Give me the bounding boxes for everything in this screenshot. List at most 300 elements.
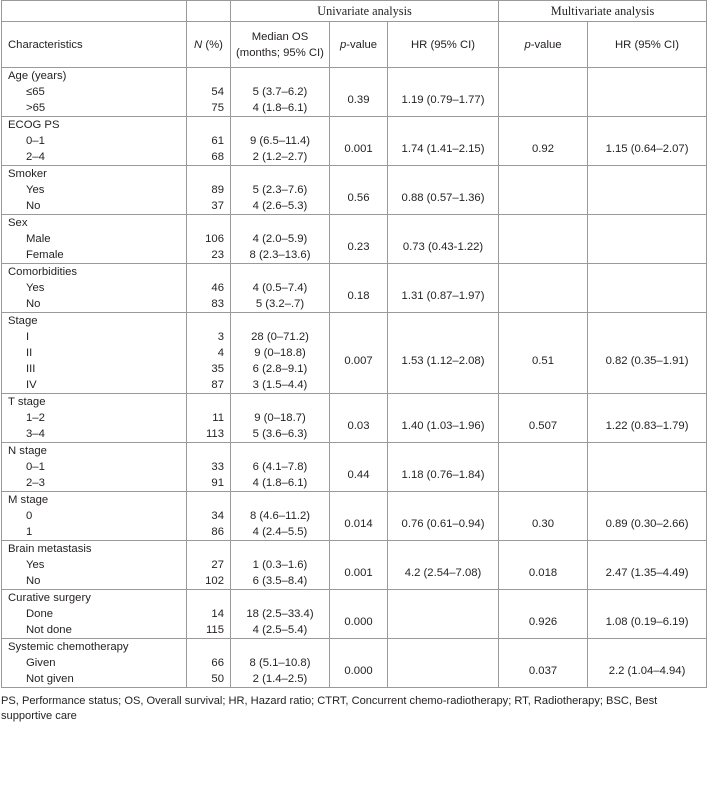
group-header-row [2, 1, 707, 22]
spacer-line [187, 215, 224, 231]
median-os-value: 4 (1.8–6.1) [252, 477, 308, 489]
pvalue-cell [330, 68, 388, 117]
spacer-line [187, 313, 224, 329]
n-value: 68 [211, 151, 224, 163]
n-value: 87 [211, 379, 224, 391]
mv-pvalue-cell [499, 313, 588, 394]
spacer-line [231, 117, 329, 133]
mv-pvalue-value [499, 467, 587, 483]
hr-value: 0.76 (0.61–0.94) [401, 518, 485, 530]
pvalue-value: 0.000 [344, 616, 373, 628]
median-os-value: 18 (2.5–33.4) [246, 608, 314, 620]
n-cell [187, 166, 231, 215]
characteristic-sub-label: II [26, 347, 33, 359]
mv-pvalue-value: 0.30 [532, 518, 555, 530]
pvalue-value: 0.001 [344, 143, 373, 155]
mv-pvalue-cell [499, 443, 588, 492]
spacer-line [588, 549, 706, 565]
spacer-line [330, 223, 387, 239]
spacer-line [330, 549, 387, 565]
characteristic-cell [2, 394, 187, 443]
characteristic-sub-label: III [26, 363, 36, 375]
spacer-line [231, 394, 329, 410]
mv-hr-value [588, 288, 706, 304]
characteristic-sub-label: Male [26, 233, 51, 245]
characteristic-title: Curative surgery [8, 592, 91, 604]
mv-hr-cell [588, 590, 707, 639]
hr-value: 1.18 (0.76–1.84) [401, 469, 485, 481]
spacer-line [588, 500, 706, 516]
pvalue-value: 0.014 [344, 518, 373, 530]
hr-cell [388, 394, 499, 443]
mv-pvalue-value: 0.018 [528, 567, 558, 579]
median-os-value: 3 (1.5–4.4) [252, 379, 308, 391]
median-os-value: 4 (1.8–6.1) [252, 102, 308, 114]
median-os-header [231, 22, 330, 68]
characteristic-sub-label: Female [26, 249, 64, 261]
n-header-italic: N [194, 38, 203, 51]
mv-hr-cell [588, 166, 707, 215]
median-os-cell [231, 394, 330, 443]
n-value: 61 [211, 135, 224, 147]
empty-header-cell [2, 1, 187, 22]
characteristic-cell [2, 264, 187, 313]
mv-hr-value [588, 467, 706, 483]
mv-pvalue-value: 0.037 [528, 665, 558, 677]
spacer-line [187, 541, 224, 557]
spacer-line [231, 541, 329, 557]
spacer-line [330, 337, 387, 353]
characteristic-sub-label: Yes [26, 184, 45, 196]
characteristic-title: Brain metastasis [8, 543, 92, 555]
spacer-line [187, 394, 224, 410]
characteristic-cell [2, 117, 187, 166]
median-os-cell [231, 639, 330, 688]
mv-pvalue-cell [499, 117, 588, 166]
empty-header-cell [187, 1, 231, 22]
spacer-line [187, 590, 224, 606]
characteristic-sub-label: 2–3 [26, 477, 45, 489]
mv-pvalue-value [499, 288, 587, 304]
spacer-line [330, 402, 387, 418]
n-value: 50 [211, 673, 224, 685]
spacer-line [330, 174, 387, 190]
pvalue-value: 0.56 [347, 192, 370, 204]
median-os-cell [231, 492, 330, 541]
spacer-line [231, 590, 329, 606]
mv-hr-cell [588, 443, 707, 492]
characteristic-title: Age (years) [8, 70, 67, 82]
hr-cell [388, 590, 499, 639]
spacer-line [330, 125, 387, 141]
n-cell [187, 639, 231, 688]
characteristic-sub-label: >65 [26, 102, 46, 114]
characteristic-sub-label: IV [26, 379, 37, 391]
characteristic-sub-label: 3–4 [26, 428, 45, 440]
spacer-line [388, 451, 498, 467]
mv-hr-cell [588, 264, 707, 313]
mv-hr-value: 0.89 (0.30–2.66) [605, 518, 689, 530]
hr-cell [388, 492, 499, 541]
mv-hr-value: 1.15 (0.64–2.07) [605, 143, 689, 155]
hr-value: 4.2 (2.54–7.08) [404, 567, 482, 579]
median-os-value: 5 (3.6–6.3) [252, 428, 308, 440]
median-os-value: 9 (6.5–11.4) [249, 135, 311, 147]
hr-cell [388, 264, 499, 313]
n-value: 27 [211, 559, 224, 571]
spacer-line [388, 125, 498, 141]
pvalue-cell [330, 264, 388, 313]
spacer-line [499, 174, 587, 190]
mv-hr-cell [588, 117, 707, 166]
median-os-cell [231, 443, 330, 492]
characteristics-header: Characteristics [2, 22, 187, 68]
n-value: 35 [211, 363, 224, 375]
spacer-line [388, 337, 498, 353]
n-value: 54 [211, 86, 224, 98]
n-value: 37 [211, 200, 224, 212]
mv-hr-cell [588, 492, 707, 541]
characteristic-sub-label: Not given [26, 673, 74, 685]
median-os-value: 4 (2.6–5.3) [252, 200, 308, 212]
median-os-value: 9 (0–18.7) [254, 412, 306, 424]
spacer-line [231, 313, 329, 329]
n-cell [187, 443, 231, 492]
characteristic-sub-label: I [26, 331, 30, 343]
n-cell [187, 590, 231, 639]
spacer-line [388, 272, 498, 288]
hr-cell [388, 68, 499, 117]
spacer-line [588, 174, 706, 190]
hr-value: 1.40 (1.03–1.96) [401, 420, 485, 432]
mv-hr-value: 1.08 (0.19–6.19) [605, 616, 689, 628]
spacer-line [388, 549, 498, 565]
pvalue-cell [330, 541, 388, 590]
median-os-value: 9 (0–18.8) [254, 347, 306, 359]
spacer-line [388, 598, 498, 614]
spacer-line [330, 76, 387, 92]
univariate-header: Univariate analysis [231, 1, 499, 22]
spacer-line [499, 76, 587, 92]
n-value: 86 [211, 526, 224, 538]
n-value: 33 [211, 461, 224, 473]
n-cell [187, 492, 231, 541]
characteristic-sub-label: ≤65 [26, 86, 45, 98]
n-value: 115 [205, 624, 224, 636]
spacer-line [330, 647, 387, 663]
characteristic-cell [2, 590, 187, 639]
spacer-line [499, 647, 587, 663]
n-cell [187, 215, 231, 264]
pvalue-cell [330, 215, 388, 264]
characteristic-sub-label: No [26, 200, 41, 212]
mv-hr-cell [588, 394, 707, 443]
n-value: 23 [211, 249, 224, 261]
characteristic-title: N stage [8, 445, 47, 457]
n-value: 75 [211, 102, 224, 114]
n-value: 3 [217, 331, 224, 343]
mv-hr-cell [588, 215, 707, 264]
characteristic-cell [2, 215, 187, 264]
characteristic-title: M stage [8, 494, 49, 506]
mv-pvalue-cell [499, 541, 588, 590]
pvalue-cell [330, 492, 388, 541]
characteristic-cell [2, 639, 187, 688]
n-cell [187, 117, 231, 166]
spacer-line [588, 125, 706, 141]
mv-pvalue-value: 0.92 [532, 143, 555, 155]
mv-pvalue-header-rest: -value [530, 38, 562, 51]
spacer-line [499, 451, 587, 467]
table-footnote: PS, Performance status; OS, Overall survival; HR, Hazard ratio; CTRT, Concurrent chemo-radiotherapy; RT, Radiotherapy; BSC, Best supportive care [1, 695, 658, 722]
mv-hr-header: HR (95% CI) [588, 22, 707, 68]
characteristic-sub-label: 1 [26, 526, 33, 538]
n-value: 11 [212, 412, 224, 424]
pvalue-cell [330, 443, 388, 492]
spacer-line [231, 166, 329, 182]
mv-hr-cell [588, 639, 707, 688]
spacer-line [388, 174, 498, 190]
hr-cell [388, 541, 499, 590]
table-row [2, 264, 707, 313]
table-row [2, 215, 707, 264]
table-row [2, 117, 707, 166]
characteristic-title: Smoker [8, 168, 47, 180]
n-cell [187, 264, 231, 313]
median-os-value: 4 (0.5–7.4) [252, 282, 308, 294]
median-os-value: 28 (0–71.2) [251, 331, 309, 343]
hr-cell [388, 443, 499, 492]
pvalue-header-rest: -value [346, 38, 378, 51]
characteristic-cell [2, 68, 187, 117]
mv-pvalue-value: 0.51 [532, 355, 555, 367]
hr-value [388, 614, 498, 630]
pvalue-value: 0.39 [347, 94, 370, 106]
characteristic-sub-label: No [26, 298, 41, 310]
characteristic-cell [2, 492, 187, 541]
n-value: 102 [205, 575, 224, 587]
characteristic-sub-label: Done [26, 608, 54, 620]
mv-pvalue-cell [499, 639, 588, 688]
hr-header: HR (95% CI) [388, 22, 499, 68]
hr-cell [388, 215, 499, 264]
spacer-line [231, 215, 329, 231]
n-value: 91 [211, 477, 224, 489]
characteristic-cell [2, 443, 187, 492]
median-os-value: 8 (2.3–13.6) [249, 249, 311, 261]
median-os-value: 5 (3.2–.7) [255, 298, 305, 310]
table-row [2, 639, 707, 688]
characteristic-title: Stage [8, 315, 38, 327]
median-os-value: 2 (1.4–2.5) [252, 673, 308, 685]
median-os-cell [231, 313, 330, 394]
spacer-line [388, 647, 498, 663]
characteristic-sub-label: Given [26, 657, 56, 669]
median-os-cell [231, 590, 330, 639]
mv-pvalue-cell [499, 215, 588, 264]
table-row [2, 313, 707, 394]
characteristic-sub-label: 1–2 [26, 412, 45, 424]
pvalue-value: 0.18 [347, 290, 370, 302]
table-row [2, 492, 707, 541]
n-header [187, 22, 231, 68]
hr-value [388, 663, 498, 679]
spacer-line [588, 451, 706, 467]
mv-pvalue-cell [499, 68, 588, 117]
characteristic-cell [2, 166, 187, 215]
characteristic-sub-label: No [26, 575, 41, 587]
spacer-line [588, 402, 706, 418]
median-os-value: 8 (5.1–10.8) [249, 657, 311, 669]
table-row [2, 394, 707, 443]
spacer-line [187, 68, 224, 84]
spacer-line [231, 639, 329, 655]
median-os-cell [231, 541, 330, 590]
characteristic-title: ECOG PS [8, 119, 60, 131]
pvalue-cell [330, 313, 388, 394]
pvalue-value: 0.000 [344, 665, 373, 677]
pvalue-value: 0.001 [344, 567, 373, 579]
mv-hr-value [588, 190, 706, 206]
n-value: 106 [205, 233, 224, 245]
table-row [2, 590, 707, 639]
characteristic-sub-label: 2–4 [26, 151, 45, 163]
hr-value: 1.53 (1.12–2.08) [401, 355, 485, 367]
spacer-line [588, 647, 706, 663]
pvalue-cell [330, 639, 388, 688]
median-os-value: 5 (2.3–7.6) [252, 184, 308, 196]
characteristic-sub-label: 0 [26, 510, 33, 522]
hr-value: 1.31 (0.87–1.97) [401, 290, 485, 302]
median-os-value: 6 (3.5–8.4) [252, 575, 308, 587]
spacer-line [499, 337, 587, 353]
mv-hr-value [588, 92, 706, 108]
n-value: 66 [211, 657, 224, 669]
spacer-line [330, 272, 387, 288]
hr-value: 0.88 (0.57–1.36) [401, 192, 485, 204]
spacer-line [499, 125, 587, 141]
spacer-line [187, 492, 224, 508]
spacer-line [388, 223, 498, 239]
pvalue-value: 0.44 [347, 469, 370, 481]
mv-hr-cell [588, 68, 707, 117]
spacer-line [231, 443, 329, 459]
median-os-value: 8 (4.6–11.2) [249, 510, 311, 522]
mv-hr-value: 1.22 (0.83–1.79) [605, 420, 689, 432]
spacer-line [588, 223, 706, 239]
median-os-value: 4 (2.4–5.5) [252, 526, 308, 538]
pvalue-cell [330, 166, 388, 215]
median-os-header-line1: Median OS [251, 30, 309, 43]
spacer-line [187, 443, 224, 459]
mv-pvalue-value [499, 190, 587, 206]
n-value: 89 [211, 184, 224, 196]
spacer-line [588, 598, 706, 614]
mv-hr-value: 2.2 (1.04–4.94) [608, 665, 686, 677]
n-value: 34 [211, 510, 224, 522]
column-header-row [2, 22, 707, 68]
median-os-value: 1 (0.3–1.6) [252, 559, 308, 571]
mv-pvalue-cell [499, 590, 588, 639]
mv-pvalue-header-italic: p [524, 38, 531, 51]
mv-pvalue-value: 0.507 [528, 420, 558, 432]
characteristic-sub-label: Yes [26, 559, 45, 571]
n-value: 4 [217, 347, 224, 359]
hr-cell [388, 117, 499, 166]
characteristic-cell [2, 313, 187, 394]
median-os-value: 6 (4.1–7.8) [252, 461, 308, 473]
median-os-cell [231, 166, 330, 215]
median-os-value: 6 (2.8–9.1) [252, 363, 308, 375]
characteristic-title: Sex [8, 217, 28, 229]
mv-pvalue-header [499, 22, 588, 68]
mv-pvalue-value [499, 92, 587, 108]
characteristic-title: Systemic chemotherapy [8, 641, 129, 653]
mv-pvalue-cell [499, 394, 588, 443]
n-cell [187, 394, 231, 443]
spacer-line [231, 264, 329, 280]
median-os-cell [231, 117, 330, 166]
mv-pvalue-cell [499, 264, 588, 313]
mv-hr-cell [588, 541, 707, 590]
n-value: 46 [211, 282, 224, 294]
spacer-line [499, 549, 587, 565]
mv-pvalue-value [499, 239, 587, 255]
table-row [2, 443, 707, 492]
spacer-line [231, 492, 329, 508]
spacer-line [499, 598, 587, 614]
pvalue-value: 0.23 [347, 241, 370, 253]
spacer-line [388, 76, 498, 92]
spacer-line [588, 272, 706, 288]
n-cell [187, 313, 231, 394]
spacer-line [187, 117, 224, 133]
n-value: 83 [211, 298, 224, 310]
median-os-cell [231, 264, 330, 313]
spacer-line [499, 272, 587, 288]
table-row [2, 68, 707, 117]
median-os-value: 4 (2.5–5.4) [252, 624, 308, 636]
n-value: 14 [211, 608, 224, 620]
multivariate-header: Multivariate analysis [499, 1, 707, 22]
mv-pvalue-value: 0.926 [528, 616, 558, 628]
pvalue-cell [330, 590, 388, 639]
mv-pvalue-cell [499, 166, 588, 215]
median-os-value: 5 (3.7–6.2) [252, 86, 308, 98]
characteristic-title: Comorbidities [8, 266, 78, 278]
mv-hr-value: 0.82 (0.35–1.91) [605, 355, 689, 367]
mv-hr-cell [588, 313, 707, 394]
n-cell [187, 68, 231, 117]
spacer-line [231, 68, 329, 84]
n-cell [187, 541, 231, 590]
median-os-header-line2: (months; 95% CI) [236, 46, 324, 59]
mv-pvalue-cell [499, 492, 588, 541]
characteristic-title: T stage [8, 396, 46, 408]
spacer-line [499, 223, 587, 239]
table-body [2, 68, 707, 688]
characteristic-sub-label: Not done [26, 624, 72, 636]
spacer-line [330, 451, 387, 467]
hr-value: 0.73 (0.43-1.22) [402, 241, 484, 253]
table-row [2, 541, 707, 590]
characteristic-sub-label: 0–1 [26, 135, 45, 147]
survival-analysis-table [1, 0, 707, 688]
n-value: 113 [205, 428, 224, 440]
pvalue-value: 0.007 [344, 355, 373, 367]
median-os-cell [231, 215, 330, 264]
spacer-line [187, 166, 224, 182]
